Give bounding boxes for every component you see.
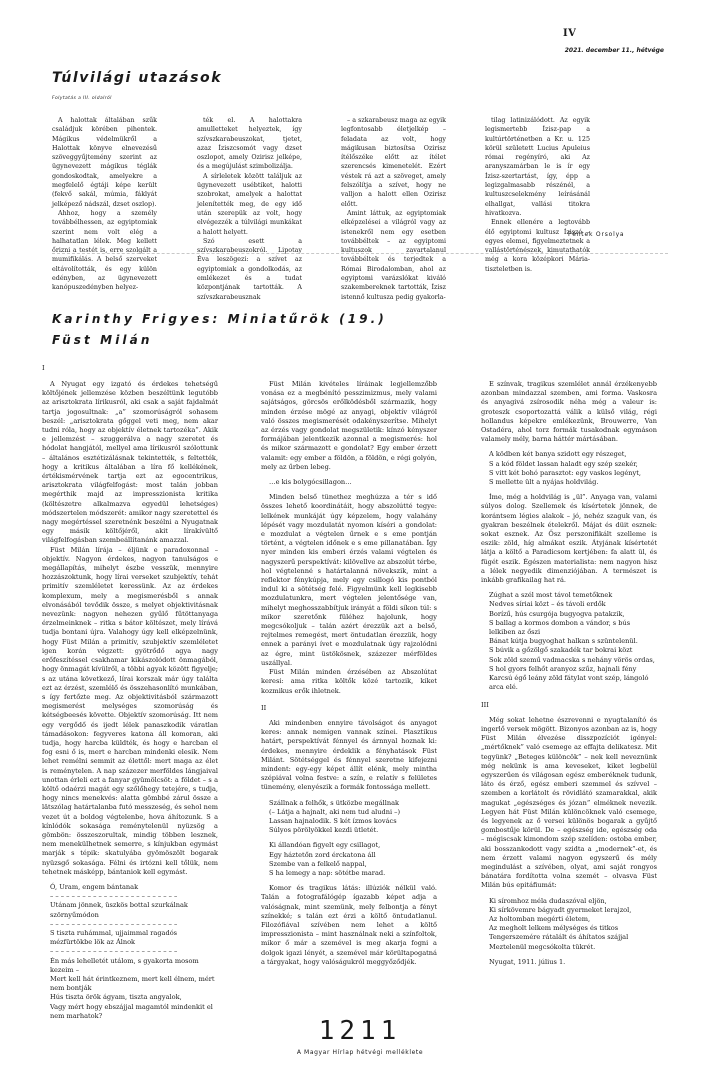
paragraph: – a szkarabeusz maga az egyik legfontosabb életjelkép – feladata az volt, hogy mágikusan biztosítsa Ozirisz ítélőszéke előtt az ítélet szerencsés kimenetelét. Ezért véstek rá azt a szöveget, amely felszólítja a szívet, hogy ne valljon a halott ellen Ozirisz előtt. bbox=[341, 117, 446, 208]
footer-text: A Magyar Hírlap hétvégi melléklete bbox=[296, 1049, 424, 1056]
verse-block: Nyugat, 1911. július 1. bbox=[489, 957, 566, 966]
footer-number: 1211 bbox=[318, 1016, 402, 1046]
paragraph: Füst Milán minden érzésében az Abszolútat keresi: ama ritka költők közé tartozik, kiket kozmikus erők ihletnek. bbox=[261, 668, 437, 695]
verse-block: …e kis bolygócsillagon… bbox=[269, 478, 352, 487]
paragraph: Íme, még a holdvilág is „ül”. Anyaga van, valami súlyos dolog. Szellemek és kísértetek jönnek, de korántsem légies alakok – jó, nehéz szaguk van, és gyakran beszélnek ételekről. Májat és düit esznek: sokat esznek. Az Ősz perszonifikált szelleme is eszik: zöld, híg almákat eszik. Átyjának kísértetét látja a költő a Paradicsom kertjében: fa alatt ül, és fügét eszik. Égészen materialista: nem nagyon hisz a lélek negyedik dimenziójában. A természet is inkább grafikailag hat rá. bbox=[481, 493, 657, 585]
paragraph: ték el. A halottakra amulletteket helyeztek, így szívszkarabeuszokat, tjetet, azaz Íziszcsomót vagy dzset oszlopot, amely Ozirisz jelképe, és a megújulást szimbolizálja. bbox=[197, 117, 302, 171]
article2-title-line1: Karinthy Frigyes: Miniatűrök (19.) bbox=[52, 312, 387, 326]
paragraph: Füst Milán kivételes líráinak legjellemzőbb vonása ez a megbénító pesszimizmus, mely valami sajátságos, görcsös erőlködésből származik, hogy minden érzése mögé az anyagi, objektív világról való összes megismerését odakényszerítse. Mihelyt az érzés vagy gondolat megszületik: kínzó kényszer formájában jelentkezik azonnal a megismerés: hol és mikor származott e gondolat? Egy ember érzett valamit: egy ember a földön, a földön, e régi golyón, mely az űrben lebeg. bbox=[261, 380, 437, 471]
article1-col1 bbox=[52, 116, 157, 293]
paragraph: Szó esett a szívszkarabeuszokról. Lipotay Éva leszögezi: a szívet az egyiptomiak a gondolkodás, az emlékezet és a tudat központjának tartották. A szívszkarabeusznak bbox=[197, 237, 302, 301]
verse-block: Ki síromhoz méla dudaszóval eljön, Ki sírkövemre bágyadt gyermeket lerajzol, Az holtomban megérti életem, Az megholt lelkem mélységes és titkos Tengerszemére rátalált és áhítatos szájjal Meztelenül megcsókolta tükrét. bbox=[489, 896, 632, 951]
verse-block: Ki állandóan figyelt egy csillagot, Egy háztetőn zord érckatona áll Szembe van a felkelő nappal, S ha lemegy a nap: sötétbe marad. bbox=[269, 841, 386, 877]
section-number: II bbox=[261, 703, 267, 712]
article2-col2 bbox=[261, 380, 437, 967]
section-divider bbox=[52, 253, 668, 254]
article1-col3 bbox=[341, 116, 446, 302]
paragraph: Aki mindenben ennyire távolságot és anyagot keres: annak nemigen vannak színei. Plasztikus határt, perspektívát fénnyel és árnnyal hoznak ki: érdekes, mennyire érdeklik a fényhatások Füst Milánt. Sötétséggel és fénnyel szeretne kifejezni mindent: egy-egy képet állít elénk, mely mintha szépiával volna festve: a szín, e relatív s felületes tünemény, elenyészik a formák fontossága mellett. bbox=[261, 718, 437, 792]
paragraph: A sírleletek között találjuk az ügynevezett usébtiket, halotti szobrokat, amelyek a halottat jelenítették meg, de egy idő után szerepük az volt, hogy elvégezzék a túlvilági munkákat a halott helyett. bbox=[197, 172, 302, 236]
article1-col4 bbox=[485, 116, 590, 274]
paragraph: Ahhoz, hogy a személy továbbélhessen, az egyiptomiak szerint nem volt elég a halhatatlan lélek. Meg kellett őrizni a testét is, erre szolgált a mumifikálás. A belső szerveket eltávolították, és egy külön edényben, az ügynevezett kanópuszedényben helyez- bbox=[52, 209, 157, 292]
paragraph: Ennek ellenére a legtovább élő egyiptomi kultusz Íziszé – egyes elemei, figyelmeztetnek a vallástörténészek, kimutathatók még a kora középkori Mária-tiszteletben is. bbox=[485, 219, 590, 273]
article2-title-line2: Füst Milán bbox=[52, 333, 153, 347]
paragraph: A halottak általában szűk családjuk körében pihentek. Mágikus védelmükről a Halottak könyve elnevezésű szöveggyűjtemény szerint az ügynevezett mágikus téglák gondoskodtak, amelyekre a megfelelő égtáji képe került (fekvő sakál, múmia, fáklyát jelképező nádszál, dzset oszlop). bbox=[52, 117, 157, 208]
paragraph: A Nyugat egy izgató és érdekes tehetségű költőjének jellemzése közben beszéltünk legutóbb az arisztokrata lírikusról, aki csak a saját fajdalmát tartja jogosultnak: „a” szomorúságról sohasem beszél: „arisztokrata gőggel veti meg, nem akar tudni róla, hogy az objektív életnek tartozéka”. Akik e jellemzést – szuggerálva a nagy szeretet és hódolat hangjától, mellyel ama lírikusról szólottunk – általános esztétizálásnak tekintették, s feltették, hogy a kritikus általában a líra fő kellékének, értékismérvének tartja ezt az egocentrikus, arisztokrata világfelfogást: most talán jobban megérthik majd az impresszionista kritika (költészetre alkalmazva egyedül lehetséges) módszertelen módszerét: amikor nagy szeretettel és nagy megértéssel szeretnénk beszélni a Nyugatnak egy másik költőjéről, akit lírakívültő világfelfogásban szembeállítanánk amazzal. bbox=[42, 380, 218, 545]
article1-title: Túlvilági utazások bbox=[52, 70, 223, 86]
article2-col1 bbox=[42, 380, 218, 1027]
article1-author: Péntek Orsolya bbox=[568, 231, 625, 238]
page-number: IV bbox=[563, 28, 577, 39]
issue-date: 2021. december 11., hétvége bbox=[564, 47, 664, 54]
paragraph: Minden belső tünethez meghúzza a tér s idő összes lehető koordinátáit, hogy abszolútté tegye: lelkének munkáját úgy képzelem, hogy valahány lépését vagy mozdulatát nyomon kíséri a gondolat: e mozdulat a végtelen űrnek e s eme pontján történt, a végtelen időnek e s eme pillanatában. Így nyer minden kis emberi érzés valami végtelen és nagyszerű perspektívát: kilövellve az abszolút térbe, hol végtelenné s határtalanná növekszik, mint a reflektor fénykúpja, mely egy csillogó kis pontból indul ki a sötétség felé. Figyelmünk kell legkisebb mozdulatunkra, mert végtelen jelentősége van, mihelyt meghosszabbítjuk irányát a földi síkon túl: s mikor szeretőnk füléhez hajolunk, hogy megcsókoljuk – talán azért érezzük azt a belső, rejtelmes remegést, mert öntudatlan érezzük, hogy ennek a parányi ívet e mozdulatnak úgy rajzolódni az égre, mint üstökösnek, százezer mérföldes uszállyal. bbox=[261, 493, 437, 667]
continuation-note: Folytatás a III. oldalról bbox=[52, 96, 112, 101]
paragraph: E színvak, tragikus szemlélet annál érzékenyebb azonban mindazzal szemben, ami forma. Vaskosra és anyagivá zsírosodik néha még a valeur is: groteszk csoportozattá válik a külső világ, régi hollandus képekre emlékezünk, Brouwerre, Van Ostadéra, ahol torz formák tusakodnak egymáson valamely mély, barna háttér mártásában. bbox=[481, 380, 657, 444]
article1-col2 bbox=[197, 116, 302, 302]
verse-block: A ködben két banya szidott egy részeget, S a kód földet lassan haladt egy szép szekér, S vitt két bohó parasztot: egy vaskos legényt, S mellette ült a nyájas holdvilág. bbox=[489, 450, 641, 487]
paragraph: Amint láttuk, az egyiptomiak elképzelései a világról vagy az istenekről nem egy esetben továbbéltek – az egyiptomi kultuszok zavartalanul továbbéltek és terjedtek a Római Birodalomban, ahol az egyiptomi varázslókat kiváló szakembereknek tartották, Ízisz istennő kultusza pedig gyakorla- bbox=[341, 209, 446, 301]
article2-col3 bbox=[481, 380, 657, 973]
article2-title bbox=[52, 309, 387, 351]
paragraph: Füst Milán lírája – éljünk e paradoxonnal – objektív. Nagyon érdekes, nagyon tanulságos e megállapítás, mihelyt észbe vesszük, mennyire hozzászoktunk, hogy lírai verseket szubjektív, tehát primitív szemléletet keressünk. Az az érdekes komplexum, mely a megismerésből s annak elvonásából tevődik össze, s melyet objektivitásnak nevezünk: nagyon nehezen gyűlő fűtöttanyaga érzelmeinknek – ritka s bátor költészet, mely lírává tudja bontani újra. Valahogy úgy kell elképzelnünk, hogy Füst Milán a primitív, szubjektív szemléletet igen korán végzett: gyötrődő agya nagy erőfeszítéssel csakhamar kikászolódott önmagából, hogy önmagát kívülről, a többi agyak között figyelje; s az utána következő, lírai korszak már úgy találta ezt az érzést, szemlélő és összehasonlító munkában, s így fertőzte meg. Az objektivitásból származott megismerést melységes szomorúság és kétségbeesés követte. Objektív szomorúság. Itt nem egy vergődő és ijedt lélek panaszkodik váratlan támadásokon: fegyveres katona áll komoran, aki tudja, hogy harcba küldték, és hogy e harcban el fog esni ő is, mert e harcban mindenki elesik. Nem lehet remélni semmit az élettől: mert maga az élet is reménytelen. A nap százezer merföldes lángjaival unottan érleli ezt a fanyar gyümölcsöt: a földet – s a költő odaérzi magát egy szőlőhegy tetejére, s tudja, hogy nincs menekvés: alatta gömbbé zárul össze a lätszólag határtalanba futó messzeség, és sehol nem vezet út a boldog végtelenbe, hova áhítozunk. S a kínlódók sokasága reménytelenül nyüzsög a gömbön: összeszorultak, mindig többen lesznek, nem menekülhetnek semerre, s kínjukban egymást marják s tépik: skatulyába gyömöszölt bogarak nyüzsgő sokasága. Félni és irtózni kell tőlük, nem tehetnek másképp, bántaniok kell egymást. bbox=[42, 545, 218, 876]
paragraph: tilag latinizálódott. Az egyik legismertebb Ízisz-pap a kultúrtörténetben a Kr. u. 125 körül született Lucius Apuleius római regényíró, aki Az aranyszamárban le is ír egy Ízisz-szertartást, így, épp a legizgalmasabb részénél, a kultuszcselekmény leírásánál elhallgat, vallási titokra hivatkozva. bbox=[485, 117, 590, 217]
paragraph: Komor és tragikus látás: illúziók nélkül való. Talán a fotografálógép ígazabb képet adja a valóságnak, mint szemünk, mely felbontja a fényt színekké; s talán ezt érzi a költő öntudatlanul. Filozófiával szívében nem lehet a költő impresszionista – mint használnak neki a színfoltok, mikor ő már a szemével is meg akarja fogni a dolgok igazi lényét, a szemével már körültapogatná a tárgyakat, hogy valóságukról meggyőződjék. bbox=[261, 884, 437, 966]
verse-block: Zúghat a szél most távol temetőknek Nedves síriai közt – és távoli erdők Borízű, hús csurgója bugyogva patakzik, S ballag a kormos dombon a vándor, s bús lelkiben az őszi Bánat kútja bugyoghat halkan s szüntelenül. S búvik a gőzölgő szakadék tar bokrai közt Sok zöld szemű vadmacska s nehány vörös ordas, S hol gyors felhőt aranyoz szűz, hajnali fény Karcsú égő leány zöld fátylat vont szép, lángoló arca elé. bbox=[489, 591, 655, 692]
verse-block: Ó, Uram, engem bántanak – – – – – – – – – – – – – – – – – – – – – – – – Utánam jönnek, üszkös bottal szurkálnak szörnyűmódon – – – – – – – – – – – – – – – – – – – – – – – – S tiszta ruhámmal, ujjaimmal ragadós mézfürtökbe lök az Álnok – – – – – – – – – – – – – – – – – – – – – – – – Én más lehelletét utálom, s gyakorta mosom kezeim – Mert kell hát érintkeznem, mert kell élnem, mért nem bontják Hús tiszta örök ágyam, tiszta angyalok, Vagy mért hogy ebszájjal magamtól mindenkit el nem marhatok? bbox=[50, 882, 215, 1020]
section-number: III bbox=[481, 700, 489, 709]
section-number-1: I bbox=[42, 364, 45, 372]
paragraph: Még sokat lehetne észrevenni e nyugtalanító és ingerlő versek mögött. Bizonyos azonban az is, hogy Füst Milán élvezése disszpozíciót igényel: „mértőknek” való csemege az effajta delikatesz. Mit tegyünk? „Beteges különcök” – nek kell neveznünk még nekünk is ama keveseket, kiket legbelül egyszerűen és világosan egész emberéknek tudunk, láto és érző, egész emberi szemmel és szívvel – szemben a korlátolt és rövidlátó szamarakkal, akik magukat „egészséges és józan” elméknek nevezik. Legyen hát Füst Milán különcöknek való csemege, és legyenek az ő versei különös bogarak a gyűjtő gombostűje körül. De – egészség ide, egészség oda – mégiscsak kimondom szép szelíden: ostoba ember, aki bosszankodott vagy szidta a „modernek”-et, és nem érzett valami nagyon egyszerű és mély megindulást a szívében, olyat, ami saját rongyos bánatára fordította volna szemét – olvasva Füst Milán bús epitáfiumát: bbox=[481, 715, 657, 890]
verse-block: Szállnak a felhők, s ütközbe megállnak (– Látja a hajnalt, aki nem tud aludni –) Lassan hajnalodik. S két ízmos kovács Súlyos pörölyökkel kezdi ütletét. bbox=[269, 798, 401, 835]
